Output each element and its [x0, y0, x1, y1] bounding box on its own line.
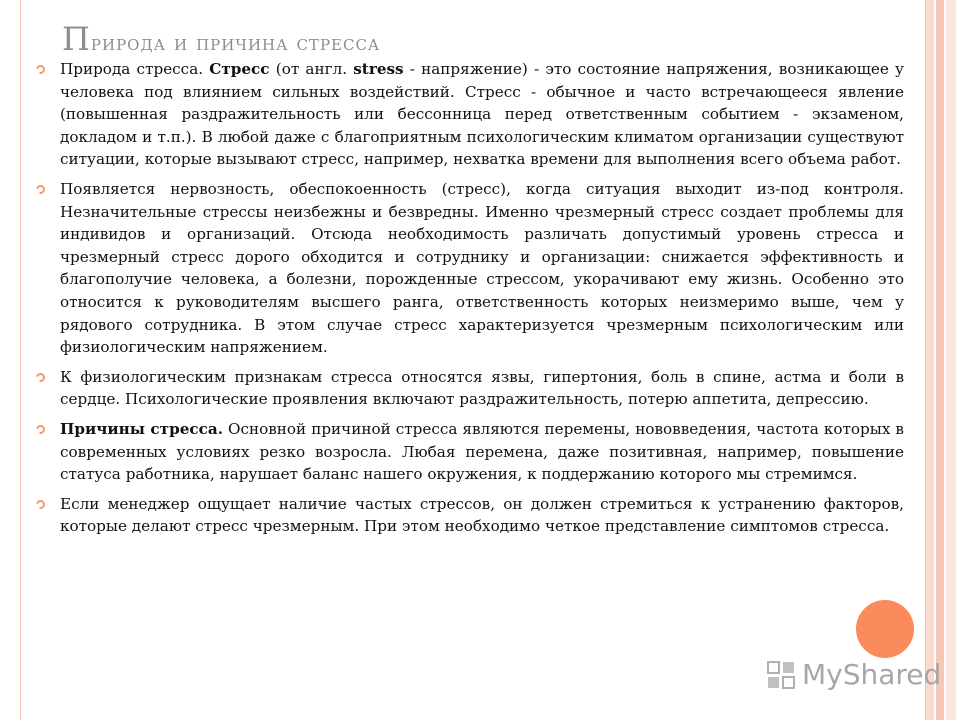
- paragraph-text: [60, 495, 904, 536]
- decorative-stripes: [926, 0, 960, 720]
- text-segment: Основной причиной стресса являются перемены, нововведения, частота которых в современных условиях резко возросла. Любая перемена, даже позитивная, например, повышение статуса работника, нарушает баланс нашего окружения, к поддержанию которого мы стремимся.: [60, 419, 904, 484]
- paragraph-5: [36, 493, 904, 538]
- bold-text-segment: Стресс: [209, 60, 270, 78]
- bold-text-segment: Причины стресса.: [60, 419, 223, 438]
- bullet-icon: [34, 498, 46, 510]
- title-rest: рирода и причина стресса: [90, 31, 381, 56]
- myshared-logo-icon: [766, 660, 796, 690]
- text-segment: (от англ.: [269, 60, 354, 78]
- paragraph-3: [36, 366, 904, 411]
- watermark: [766, 658, 941, 691]
- paragraph-text: [60, 420, 904, 483]
- paragraph-1: [36, 58, 904, 171]
- text-segment: Если менеджер ощущает наличие частых стрессов, он должен стремиться к устранению факторов, которые делают стресс чрезмерным. При этом необходимо четкое представление симптомов стресса.: [60, 494, 904, 536]
- paragraph-list: [36, 58, 904, 545]
- slide-title: [62, 20, 380, 58]
- bold-text-segment: stress: [353, 60, 404, 78]
- paragraph-2: [36, 178, 904, 359]
- bullet-icon: [34, 63, 46, 75]
- bullet-icon: [34, 371, 46, 383]
- text-segment: Природа стресса.: [60, 60, 210, 78]
- text-segment: Появляется нервозность, обеспокоенность (стресс), когда ситуация выходит из-под контроля. Незначительные стрессы неизбежны и безвредны. Именно чрезмерный стресс создает проблемы для индивидов и организаций. Отсюда необходимость различать допустимый уровень стресса и чрезмерный стресс дорого обходится и сотруднику и организации: снижается эффективность и благополучие человека, а болезни, порожденные стрессом, укорачивают ему жизнь. Особенно это относится к руководителям высшего ранга, ответственность которых неизмеримо выше, чем у рядового сотрудника. В этом случае стресс характеризуется чрезмерным психологическим или физиологическим напряжением.: [60, 179, 904, 357]
- bullet-icon: [34, 183, 46, 195]
- paragraph-text: [60, 368, 904, 409]
- text-segment: К физиологическим признакам стресса относятся язвы, гипертония, боль в спине, астма и боли в сердце. Психологические проявления включают раздражительность, потерю аппетита, депрессию.: [60, 367, 904, 409]
- text-segment: - напряжение) - это состояние напряжения, возникающее у человека под влиянием сильных воздействий. Стресс - обычное и часто встречающееся явление (повышенная раздражительность или бессонница перед ответственным событием - экзаменом, докладом и т.п.). В любой даже с благоприятным психологическим климатом организации существуют ситуации, которые вызывают стресс, например, нехватка времени для выполнения всего объема работ.: [60, 60, 904, 169]
- bullet-icon: [34, 423, 46, 435]
- title-first-letter: П: [62, 20, 91, 58]
- paragraph-text: [60, 180, 904, 356]
- decorative-orange-circle: [856, 600, 914, 658]
- watermark-text: MyShared: [802, 658, 942, 691]
- paragraph-4: [36, 418, 904, 486]
- paragraph-text: [60, 60, 904, 168]
